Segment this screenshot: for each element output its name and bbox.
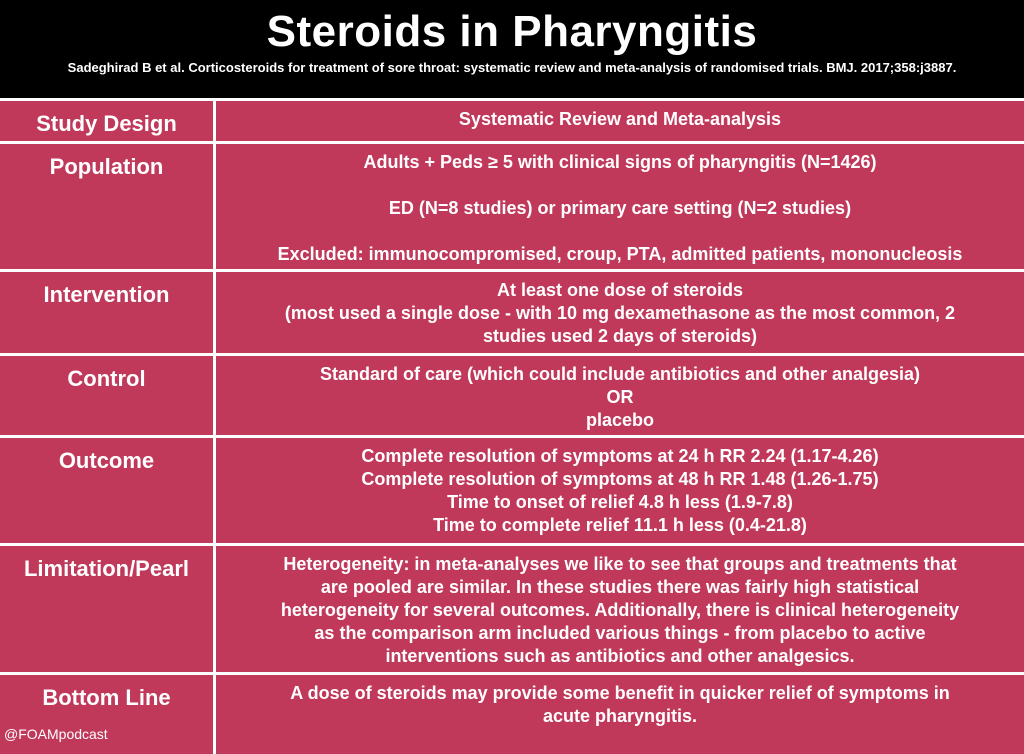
content-line: Systematic Review and Meta-analysis <box>458 109 782 129</box>
content-line: acute pharyngitis. <box>542 706 698 726</box>
content-line: Standard of care (which could include antibiotics and other analgesia) <box>319 364 921 384</box>
content-line: are pooled are similar. In these studies there was fairly high statistical <box>320 577 920 597</box>
content-line: (most used a single dose - with 10 mg dexamethasone as the most common, 2 <box>284 303 956 323</box>
row-content <box>216 144 1024 269</box>
row-population <box>0 141 1024 269</box>
content-line: Complete resolution of symptoms at 48 h RR 1.48 (1.26-1.75) <box>361 469 879 489</box>
content-line: Time to onset of relief 4.8 h less (1.9-7.8) <box>447 492 793 512</box>
row-content <box>216 272 1024 353</box>
podcast-handle: @FOAMpodcast <box>4 726 108 742</box>
row-intervention <box>0 269 1024 353</box>
row-control <box>0 353 1024 435</box>
row-content <box>216 675 1024 754</box>
content-line: Complete resolution of symptoms at 24 h RR 2.24 (1.17-4.26) <box>361 446 879 466</box>
row-label: Study Design <box>0 101 216 141</box>
page-title: Steroids in Pharyngitis <box>266 7 758 56</box>
citation: Sadeghirad B et al. Corticosteroids for treatment of sore throat: systematic review and meta-analysis of randomised trials. BMJ. 2017;358:j3887. <box>67 60 957 75</box>
row-label: Control <box>0 356 216 435</box>
row-bottom-line <box>0 672 1024 754</box>
content-line: OR <box>606 387 634 407</box>
content-line: At least one dose of steroids <box>496 280 744 300</box>
content-gap <box>226 174 1014 197</box>
content-line: ED (N=8 studies) or primary care setting (N=2 studies) <box>388 198 852 218</box>
row-content <box>216 101 1024 141</box>
row-limitation-pearl <box>0 543 1024 672</box>
content-line: Time to complete relief 11.1 h less (0.4-21.8) <box>433 515 807 535</box>
row-label: Bottom Line <box>0 675 216 754</box>
content-line: studies used 2 days of steroids) <box>482 326 758 346</box>
content-line: Adults + Peds ≥ 5 with clinical signs of pharyngitis (N=1426) <box>363 152 877 172</box>
summary-table <box>0 98 1024 754</box>
row-outcome <box>0 435 1024 543</box>
row-content <box>216 356 1024 435</box>
content-line: Excluded: immunocompromised, croup, PTA, admitted patients, mononucleosis <box>277 244 963 264</box>
content-gap <box>226 220 1014 243</box>
content-line: Heterogeneity: in meta-analyses we like to see that groups and treatments that <box>283 554 957 574</box>
content-line: as the comparison arm included various things - from placebo to active <box>314 623 926 643</box>
row-study-design <box>0 98 1024 141</box>
content-line: A dose of steroids may provide some benefit in quicker relief of symptoms in <box>290 683 950 703</box>
content-line: heterogeneity for several outcomes. Additionally, there is clinical heterogeneity <box>280 600 960 620</box>
header <box>0 0 1024 98</box>
content-line: interventions such as antibiotics and other analgesics. <box>385 646 855 666</box>
row-label: Limitation/Pearl <box>0 546 216 672</box>
row-content <box>216 438 1024 543</box>
row-content <box>216 546 1024 672</box>
row-label: Intervention <box>0 272 216 353</box>
row-label: Population <box>0 144 216 269</box>
row-label: Outcome <box>0 438 216 543</box>
content-line: placebo <box>585 410 655 430</box>
